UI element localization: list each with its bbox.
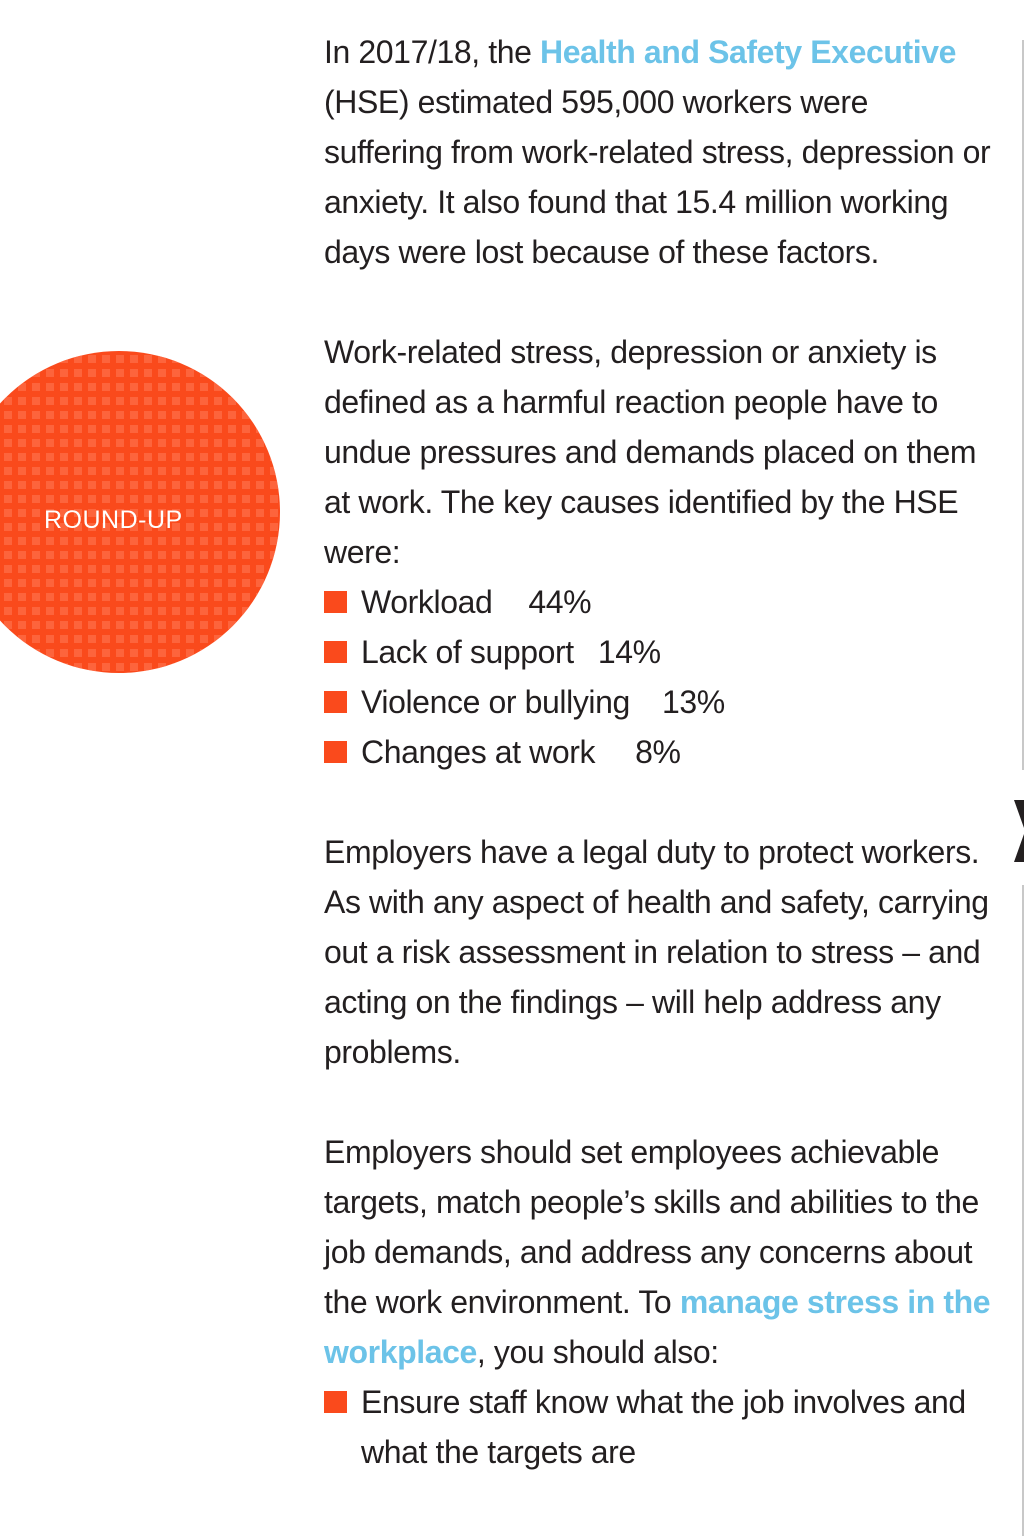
bullet-square-icon [324,691,347,713]
action-label: Ensure staff know what the job involves and what the targets are [361,1384,966,1470]
cause-label: Changes at work [361,734,596,770]
paragraph-spacer [324,277,994,327]
list-item [324,577,994,627]
paragraph-spacer [324,777,994,827]
bullet-square-icon [324,591,347,613]
article-body [324,27,994,1477]
employers-prefix: Employers should set employees achievable targets, match people’s skills and abilities to the job demands, and address any concerns about the work environment. To [324,1134,979,1320]
cause-value: 13% [661,684,725,720]
actions-list [324,1377,994,1477]
cause-value: 44% [528,584,592,620]
cause-label: Violence or bullying [361,684,630,720]
chevron-down-icon [1010,800,1024,862]
cause-label: Lack of support [361,634,574,670]
bullet-square-icon [324,741,347,763]
paragraph-spacer [324,1077,994,1127]
employers-suffix: , you should also: [476,1334,719,1370]
cause-value: 8% [635,734,681,770]
causes-list [324,577,994,777]
intro-suffix: (HSE) estimated 595,000 workers were suffering from work-related stress, depression or anxiety. It also found that 15.4 million working days were lost because of these factors. [324,84,991,270]
manage-stress-link[interactable]: manage stress in the workplace [324,1284,991,1370]
roundup-label: ROUND-UP [44,506,183,534]
hse-link[interactable]: Health and Safety Executive [540,34,957,70]
intro-prefix: In 2017/18, the [324,34,541,70]
list-item [324,1377,994,1477]
list-item [324,677,994,727]
cause-label: Workload [361,584,493,620]
list-item [324,627,994,677]
definition-paragraph: Work-related stress, depression or anxiety is defined as a harmful reaction people have to undue pressures and demands placed on them at work. The key causes identified by the HSE were: [324,334,977,570]
bullet-square-icon [324,1391,347,1413]
cause-value: 14% [597,634,661,670]
intro-paragraph [324,27,994,277]
employers-paragraph [324,1127,994,1377]
legal-duty-paragraph: Employers have a legal duty to protect workers. As with any aspect of health and safety, carrying out a risk assessment in relation to stress – and acting on the findings – will help address any problems. [324,834,989,1070]
bullet-square-icon [324,641,347,663]
list-item [324,727,994,777]
